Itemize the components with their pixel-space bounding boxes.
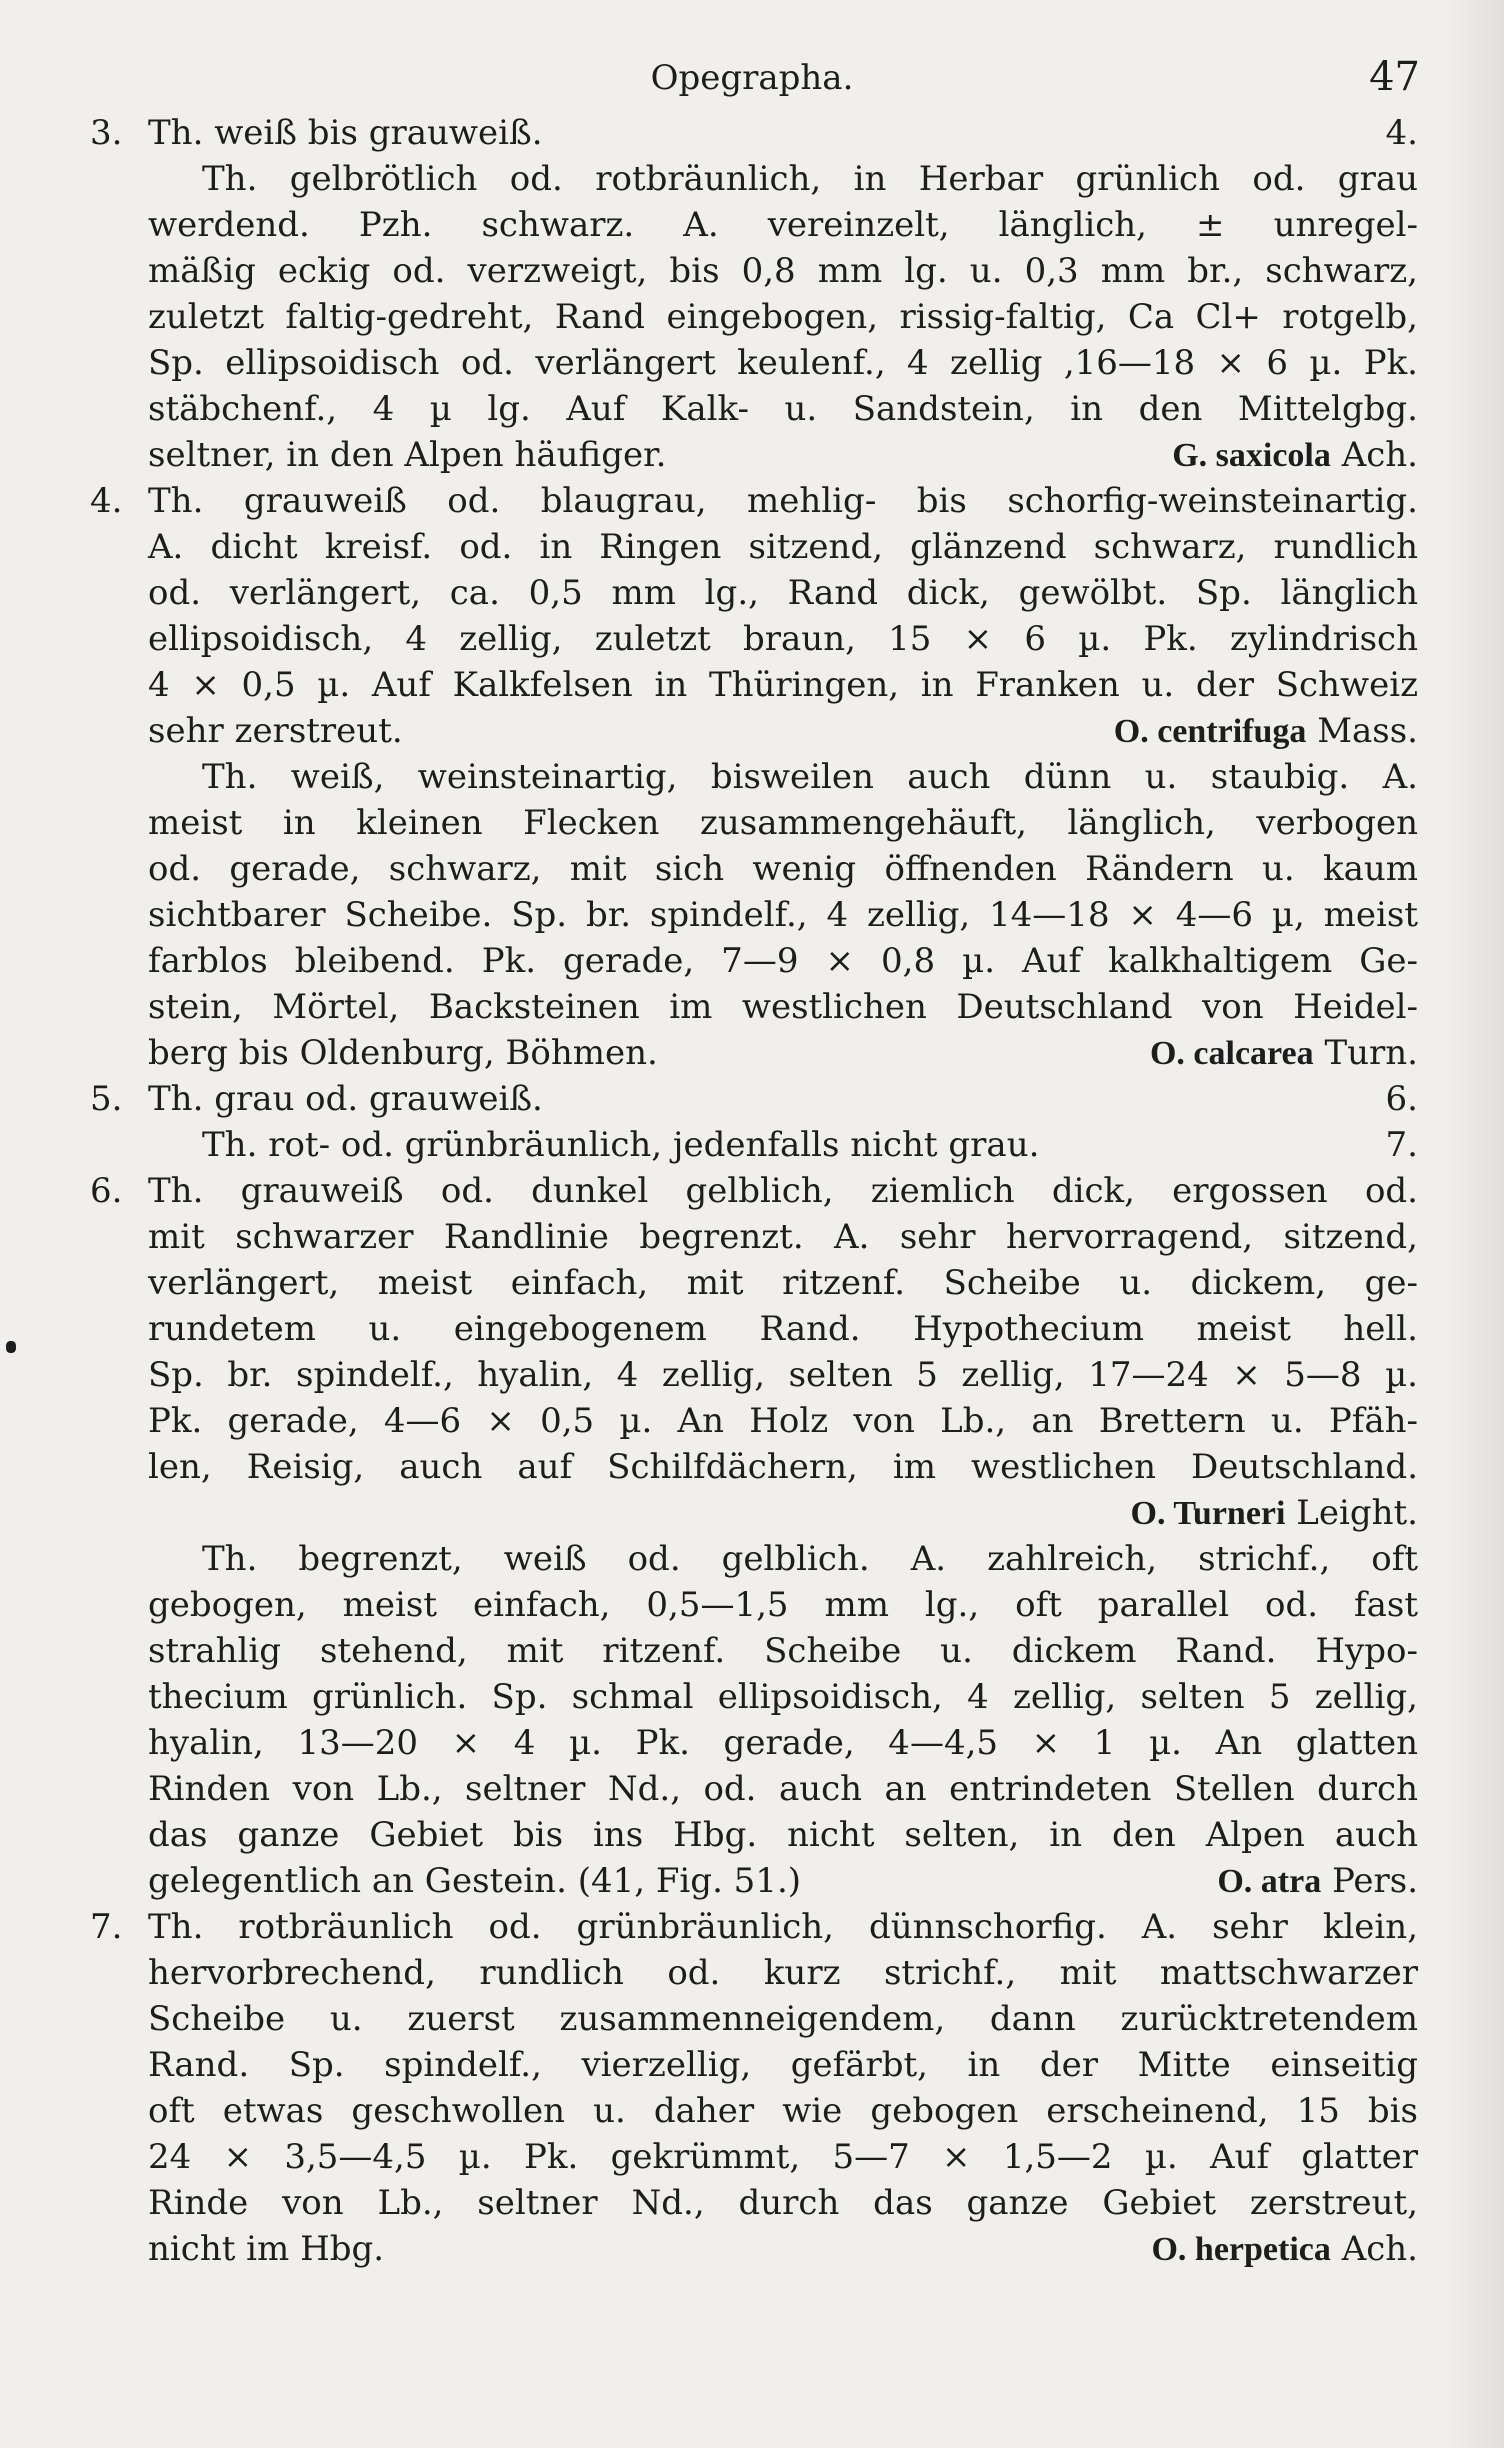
line-body: Th. rotbräunlich od. grünbräunlich, dünnschorfig. A. sehr klein, <box>148 1907 1418 1947</box>
species-binomial: O. Turneri <box>1130 1495 1286 1532</box>
running-header <box>0 50 1504 110</box>
line-text <box>148 2042 1418 2088</box>
key-number: 7. <box>90 1907 123 1947</box>
line-body: mäßig eckig od. verzweigt, bis 0,8 mm lg. u. 0,3 mm br., schwarz, <box>148 251 1418 291</box>
line-text <box>148 294 1418 340</box>
line-text <box>148 1628 1418 1674</box>
text-line <box>0 524 1504 570</box>
line-body: Th. grauweiß od. dunkel gelblich, ziemlich dick, ergossen od. <box>148 1171 1418 1211</box>
text-line <box>0 1858 1504 1904</box>
line-text <box>148 478 1418 524</box>
species-author: Mass. <box>1317 711 1418 751</box>
line-text <box>148 1260 1418 1306</box>
text-line <box>0 2088 1504 2134</box>
line-body: Rinden von Lb., seltner Nd., od. auch an entrindeten Stellen durch <box>148 1769 1418 1809</box>
text-line <box>0 2180 1504 2226</box>
line-body: 24 × 3,5—4,5 µ. Pk. gekrümmt, 5—7 × 1,5—2 µ. Auf glatter <box>148 2137 1418 2177</box>
species-name <box>1217 1858 1418 1905</box>
line-body: hyalin, 13—20 × 4 µ. Pk. gerade, 4—4,5 × 1 µ. An glatten <box>148 1723 1418 1763</box>
text-line <box>0 892 1504 938</box>
line-body: stein, Mörtel, Backsteinen im westlichen Deutschland von Heidel- <box>148 987 1418 1027</box>
line-text <box>148 2088 1418 2134</box>
text-line <box>0 1812 1504 1858</box>
line-text <box>148 1950 1418 1996</box>
line-text <box>148 1766 1418 1812</box>
line-body: 4 × 0,5 µ. Auf Kalkfelsen in Thüringen, in Franken u. der Schweiz <box>148 665 1418 705</box>
line-text <box>148 1674 1418 1720</box>
line-body: Th. gelbrötlich od. rotbräunlich, in Herbar grünlich od. grau <box>202 159 1418 199</box>
text-line <box>0 846 1504 892</box>
text-line <box>0 708 1504 754</box>
line-text <box>148 1444 1418 1490</box>
line-text <box>148 1904 1418 1950</box>
text-line <box>0 1306 1504 1352</box>
line-body: farblos bleibend. Pk. gerade, 7—9 × 0,8 µ. Auf kalkhaltigem Ge- <box>148 941 1418 981</box>
text-line <box>0 984 1504 1030</box>
line-body: A. dicht kreisf. od. in Ringen sitzend, glänzend schwarz, rundlich <box>148 527 1418 567</box>
line-text <box>148 1214 1418 1260</box>
line-text <box>202 754 1418 800</box>
species-binomial: G. saxicola <box>1172 437 1331 474</box>
species-name <box>1114 708 1418 755</box>
line-text <box>202 1536 1418 1582</box>
species-author: Pers. <box>1332 1861 1418 1901</box>
line-text <box>148 1306 1418 1352</box>
species-author: Leight. <box>1296 1493 1418 1533</box>
key-number: 5. <box>90 1079 123 1119</box>
line-body: seltner, in den Alpen häufiger. <box>148 435 667 475</box>
text-line <box>0 938 1504 984</box>
text-line <box>0 248 1504 294</box>
text-line <box>0 1122 1504 1168</box>
text-line <box>0 1720 1504 1766</box>
line-body: mit schwarzer Randlinie begrenzt. A. sehr hervorragend, sitzend, <box>148 1217 1418 1257</box>
line-text <box>148 386 1418 432</box>
text-line <box>0 2226 1504 2272</box>
line-body: strahlig stehend, mit ritzenf. Scheibe u. dickem Rand. Hypo- <box>148 1631 1418 1671</box>
text-line <box>0 1260 1504 1306</box>
key-number: 4. <box>90 481 123 521</box>
line-text <box>148 2180 1418 2226</box>
line-body: Scheibe u. zuerst zusammenneigendem, dann zurücktretendem <box>148 1999 1418 2039</box>
line-body: thecium grünlich. Sp. schmal ellipsoidisch, 4 zellig, selten 5 zellig, <box>148 1677 1418 1717</box>
text-line <box>0 616 1504 662</box>
line-text <box>148 570 1418 616</box>
line-body: Th. grau od. grauweiß. <box>148 1079 543 1119</box>
text-line <box>0 1674 1504 1720</box>
line-text <box>148 1812 1418 1858</box>
line-body: Sp. ellipsoidisch od. verlängert keulenf., 4 zellig ,16—18 × 6 µ. Pk. <box>148 343 1418 383</box>
species-binomial: O. atra <box>1217 1863 1322 1900</box>
text-line <box>0 340 1504 386</box>
line-text <box>148 524 1418 570</box>
line-text <box>148 846 1418 892</box>
text-line <box>0 1628 1504 1674</box>
line-body: Rinde von Lb., seltner Nd., durch das ganze Gebiet zerstreut, <box>148 2183 1418 2223</box>
line-text <box>202 1122 1418 1168</box>
page-number: 47 <box>1369 54 1420 100</box>
text-line <box>0 1950 1504 1996</box>
text-line <box>0 1398 1504 1444</box>
line-text <box>148 938 1418 984</box>
line-text <box>148 248 1418 294</box>
text-line <box>0 1030 1504 1076</box>
line-body: meist in kleinen Flecken zusammengehäuft, länglich, verbogen <box>148 803 1418 843</box>
line-body: Th. grauweiß od. blaugrau, mehlig- bis schorfig-weinsteinartig. <box>148 481 1418 521</box>
line-text <box>148 616 1418 662</box>
line-body: stäbchenf., 4 µ lg. Auf Kalk- u. Sandstein, in den Mittelgbg. <box>148 389 1418 429</box>
line-body: zuletzt faltig-gedreht, Rand eingebogen, rissig-faltig, Ca Cl+ rotgelb, <box>148 297 1418 337</box>
line-text <box>148 984 1418 1030</box>
line-text <box>148 1352 1418 1398</box>
text-line <box>0 1076 1504 1122</box>
species-author: Ach. <box>1341 2229 1418 2269</box>
text-line <box>0 294 1504 340</box>
line-text <box>148 110 1418 156</box>
line-body: Th. weiß bis grauweiß. <box>148 113 543 153</box>
line-body: Sp. br. spindelf., hyalin, 4 zellig, selten 5 zellig, 17—24 × 5—8 µ. <box>148 1355 1418 1395</box>
text-line <box>0 1214 1504 1260</box>
line-body: gelegentlich an Gestein. (41, Fig. 51.) <box>148 1861 802 1901</box>
species-binomial: O. centrifuga <box>1113 713 1307 750</box>
line-body: berg bis Oldenburg, Böhmen. <box>148 1033 658 1073</box>
text-line <box>0 156 1504 202</box>
line-text <box>202 156 1418 202</box>
line-text <box>148 1582 1418 1628</box>
text-line <box>0 1444 1504 1490</box>
line-body: gebogen, meist einfach, 0,5—1,5 mm lg., oft parallel od. fast <box>148 1585 1418 1625</box>
text-line <box>0 1904 1504 1950</box>
line-body: len, Reisig, auch auf Schilfdächern, im westlichen Deutschland. <box>148 1447 1418 1487</box>
line-text <box>148 202 1418 248</box>
line-body: Pk. gerade, 4—6 × 0,5 µ. An Holz von Lb., an Brettern u. Pfäh- <box>148 1401 1418 1441</box>
text-line <box>0 662 1504 708</box>
key-reference: 6. <box>1385 1079 1418 1119</box>
text-line <box>0 478 1504 524</box>
species-author: Ach. <box>1341 435 1418 475</box>
text-line <box>0 1352 1504 1398</box>
species-binomial: O. herpetica <box>1151 2231 1331 2268</box>
text-line <box>0 110 1504 156</box>
species-name <box>1131 1490 1418 1537</box>
line-body: Th. begrenzt, weiß od. gelblich. A. zahlreich, strichf., oft <box>202 1539 1418 1579</box>
text-line <box>0 1490 1504 1536</box>
line-text <box>148 1398 1418 1444</box>
text-line <box>0 1766 1504 1812</box>
line-text <box>148 1996 1418 2042</box>
key-reference: 7. <box>1385 1125 1418 1165</box>
line-body: oft etwas geschwollen u. daher wie gebogen erscheinend, 15 bis <box>148 2091 1418 2131</box>
line-body: verlängert, meist einfach, mit ritzenf. Scheibe u. dickem, ge- <box>148 1263 1418 1303</box>
species-name <box>1151 2226 1418 2273</box>
text-line <box>0 1536 1504 1582</box>
line-body: od. verlängert, ca. 0,5 mm lg., Rand dick, gewölbt. Sp. länglich <box>148 573 1418 613</box>
text-line <box>0 432 1504 478</box>
line-text <box>148 1720 1418 1766</box>
key-reference: 4. <box>1385 113 1418 153</box>
line-body: Th. rot- od. grünbräunlich, jedenfalls nicht grau. <box>202 1125 1040 1165</box>
key-number: 6. <box>90 1171 123 1211</box>
line-body: werdend. Pzh. schwarz. A. vereinzelt, länglich, ± unregel- <box>148 205 1418 245</box>
line-body: das ganze Gebiet bis ins Hbg. nicht selten, in den Alpen auch <box>148 1815 1418 1855</box>
line-body: nicht im Hbg. <box>148 2229 385 2269</box>
text-line <box>0 386 1504 432</box>
text-line <box>0 1168 1504 1214</box>
species-author: Turn. <box>1324 1033 1418 1073</box>
line-text <box>148 1076 1418 1122</box>
running-title: Opegrapha. <box>650 58 854 98</box>
line-body: sichtbarer Scheibe. Sp. br. spindelf., 4 zellig, 14—18 × 4—6 µ, meist <box>148 895 1418 935</box>
text-line <box>0 754 1504 800</box>
line-text <box>148 340 1418 386</box>
line-body: Rand. Sp. spindelf., vierzellig, gefärbt, in der Mitte einseitig <box>148 2045 1418 2085</box>
species-name <box>1172 432 1418 479</box>
line-body: sehr zerstreut. <box>148 711 403 751</box>
line-text <box>148 800 1418 846</box>
text-line <box>0 2134 1504 2180</box>
line-body: ellipsoidisch, 4 zellig, zuletzt braun, 15 × 6 µ. Pk. zylindrisch <box>148 619 1418 659</box>
key-number: 3. <box>90 113 123 153</box>
line-body: hervorbrechend, rundlich od. kurz strichf., mit mattschwarzer <box>148 1953 1418 1993</box>
text-line <box>0 1996 1504 2042</box>
species-name <box>1150 1030 1418 1077</box>
text-line <box>0 800 1504 846</box>
text-line <box>0 2042 1504 2088</box>
text-line <box>0 570 1504 616</box>
line-body: Th. weiß, weinsteinartig, bisweilen auch dünn u. staubig. A. <box>202 757 1418 797</box>
line-text <box>148 662 1418 708</box>
line-text <box>148 892 1418 938</box>
text-line <box>0 202 1504 248</box>
line-body: rundetem u. eingebogenem Rand. Hypothecium meist hell. <box>148 1309 1418 1349</box>
line-text <box>148 1168 1418 1214</box>
line-text <box>148 2134 1418 2180</box>
line-body: od. gerade, schwarz, mit sich wenig öffnenden Rändern u. kaum <box>148 849 1418 889</box>
species-binomial: O. calcarea <box>1149 1035 1314 1072</box>
text-line <box>0 1582 1504 1628</box>
